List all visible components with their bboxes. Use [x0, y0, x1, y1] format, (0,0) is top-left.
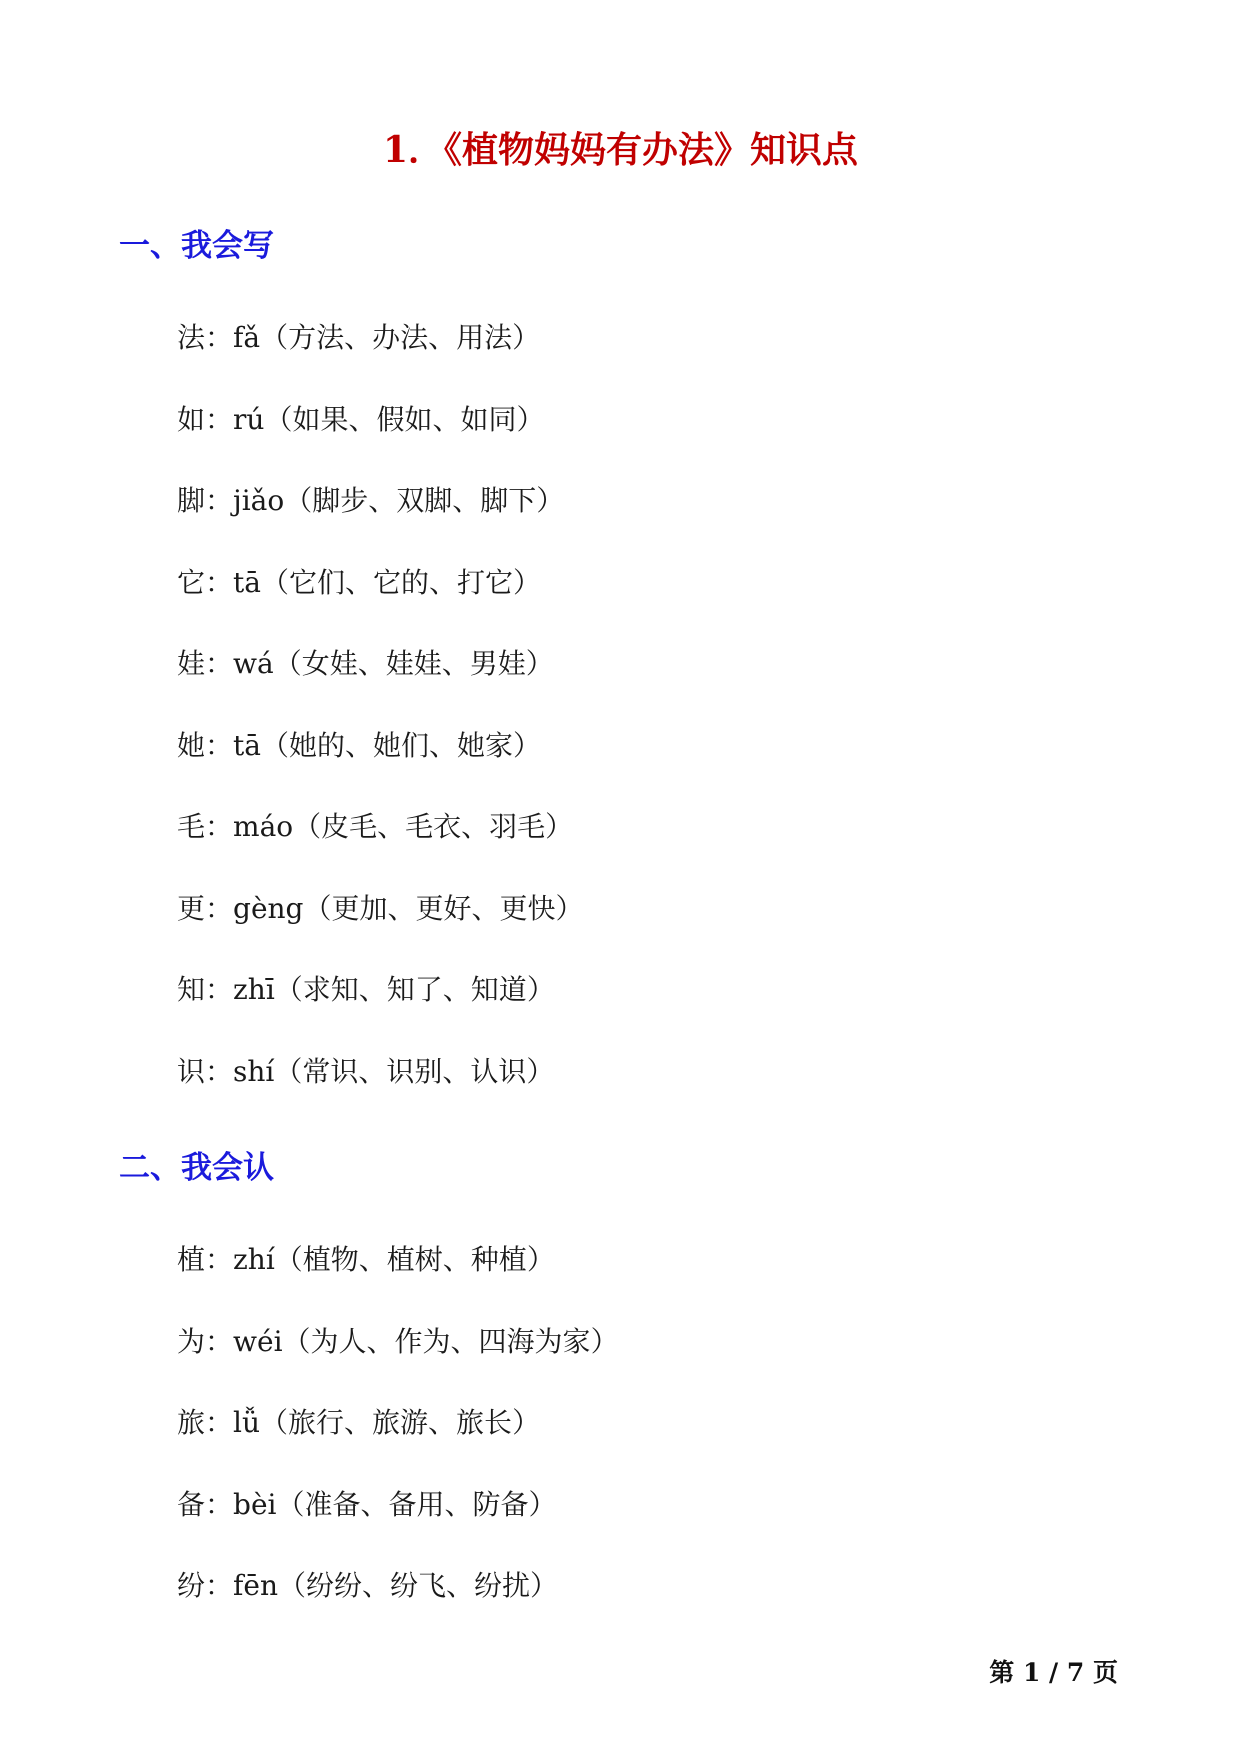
colon-separator: ： [205, 484, 234, 517]
entry-character: 它 [177, 565, 206, 599]
entry-character: 为 [177, 1324, 206, 1358]
open-paren: （ [260, 728, 289, 762]
character-entry [177, 728, 584, 810]
entry-character: 更 [177, 891, 206, 925]
entry-character: 如 [177, 402, 206, 436]
entry-words: 植物、植树、种植 [302, 1243, 527, 1276]
entry-pinyin: zhí [233, 1243, 275, 1276]
close-paren: ） [526, 973, 555, 1006]
entry-words: 方法、办法、用法 [288, 321, 513, 354]
entry-pinyin: jiǎo [233, 484, 285, 517]
open-paren: （ [274, 1243, 303, 1276]
character-entry [177, 402, 584, 484]
colon-separator: ： [205, 891, 234, 925]
entry-words: 脚步、双脚、脚下 [312, 484, 537, 517]
open-paren: （ [293, 810, 322, 843]
open-paren: （ [274, 973, 303, 1006]
character-entry [177, 1324, 619, 1406]
character-entry [177, 809, 584, 891]
open-paren: （ [282, 1324, 311, 1358]
close-paren: ） [526, 1243, 555, 1276]
character-entry [177, 972, 584, 1054]
entry-character: 法 [177, 321, 206, 354]
close-paren: ） [555, 891, 584, 925]
close-paren: ） [516, 402, 545, 436]
colon-separator: ： [205, 1406, 234, 1439]
character-entry [177, 891, 584, 973]
section-heading-write: 一、我会写 [119, 228, 274, 264]
entry-words: 她的、她们、她家 [289, 728, 514, 762]
entry-words: 女娃、娃娃、男娃 [301, 647, 526, 680]
colon-separator: ： [205, 1487, 234, 1521]
entry-pinyin: bèi [233, 1487, 277, 1521]
close-paren: ） [526, 1054, 555, 1088]
page-title: 1．《植物妈妈有办法》知识点 [382, 129, 859, 171]
entry-pinyin: tā [233, 565, 261, 599]
colon-separator: ： [205, 1054, 234, 1088]
colon-separator: ： [205, 1569, 234, 1602]
entry-words: 皮毛、毛衣、羽毛 [321, 810, 546, 843]
entry-pinyin: fēn [233, 1569, 278, 1602]
close-paren: ） [528, 1487, 557, 1521]
close-paren: ） [513, 565, 542, 599]
entry-character: 娃 [177, 647, 206, 680]
character-entry [177, 1568, 619, 1650]
entry-pinyin: rú [233, 402, 265, 436]
entry-pinyin: máo [233, 810, 294, 843]
character-entry [177, 565, 584, 647]
colon-separator: ： [205, 565, 234, 599]
close-paren: ） [536, 484, 565, 517]
close-paren: ） [525, 647, 554, 680]
open-paren: （ [260, 1406, 289, 1439]
entry-pinyin: tā [233, 728, 261, 762]
character-list-recognize [177, 1242, 619, 1650]
open-paren: （ [273, 647, 302, 680]
close-paren: ） [590, 1324, 619, 1358]
character-entry [177, 1487, 619, 1569]
entry-words: 它们、它的、打它 [289, 565, 514, 599]
entry-character: 旅 [177, 1406, 206, 1439]
entry-pinyin: gèng [233, 891, 304, 925]
colon-separator: ： [205, 810, 234, 843]
section-heading-recognize: 二、我会认 [119, 1150, 274, 1186]
colon-separator: ： [205, 402, 234, 436]
character-entry [177, 1242, 619, 1324]
entry-words: 求知、知了、知道 [302, 973, 527, 1006]
character-entry [177, 320, 584, 402]
entry-words: 如果、假如、如同 [292, 402, 517, 436]
entry-pinyin: lǚ [233, 1406, 261, 1439]
entry-pinyin: zhī [233, 973, 275, 1006]
close-paren: ） [512, 321, 541, 354]
entry-character: 备 [177, 1487, 206, 1521]
open-paren: （ [260, 321, 289, 354]
entry-pinyin: wéi [233, 1324, 283, 1358]
open-paren: （ [278, 1569, 307, 1602]
close-paren: ） [545, 810, 574, 843]
open-paren: （ [274, 1054, 303, 1088]
entry-pinyin: shí [233, 1054, 275, 1088]
entry-character: 知 [177, 973, 206, 1006]
open-paren: （ [284, 484, 313, 517]
entry-character: 她 [177, 728, 206, 762]
entry-character: 植 [177, 1243, 206, 1276]
entry-character: 毛 [177, 810, 206, 843]
entry-character: 识 [177, 1054, 206, 1088]
entry-character: 纷 [177, 1569, 206, 1602]
entry-words: 准备、备用、防备 [304, 1487, 529, 1521]
open-paren: （ [276, 1487, 305, 1521]
character-entry [177, 646, 584, 728]
entry-words: 为人、作为、四海为家 [310, 1324, 591, 1358]
character-list-write [177, 320, 584, 1135]
open-paren: （ [303, 891, 332, 925]
entry-words: 常识、识别、认识 [302, 1054, 527, 1088]
entry-words: 更加、更好、更快 [331, 891, 556, 925]
entry-words: 纷纷、纷飞、纷扰 [306, 1569, 531, 1602]
entry-words: 旅行、旅游、旅长 [288, 1406, 513, 1439]
colon-separator: ： [205, 1324, 234, 1358]
close-paren: ） [513, 728, 542, 762]
open-paren: （ [264, 402, 293, 436]
colon-separator: ： [205, 973, 234, 1006]
close-paren: ） [512, 1406, 541, 1439]
page-number: 第 1 / 7 页 [989, 1658, 1118, 1687]
entry-pinyin: fǎ [233, 321, 261, 354]
character-entry [177, 1405, 619, 1487]
entry-character: 脚 [177, 484, 206, 517]
close-paren: ） [530, 1569, 559, 1602]
colon-separator: ： [205, 647, 234, 680]
character-entry [177, 483, 584, 565]
character-entry [177, 1054, 584, 1136]
colon-separator: ： [205, 321, 234, 354]
open-paren: （ [260, 565, 289, 599]
colon-separator: ： [205, 1243, 234, 1276]
entry-pinyin: wá [233, 647, 274, 680]
colon-separator: ： [205, 728, 234, 762]
